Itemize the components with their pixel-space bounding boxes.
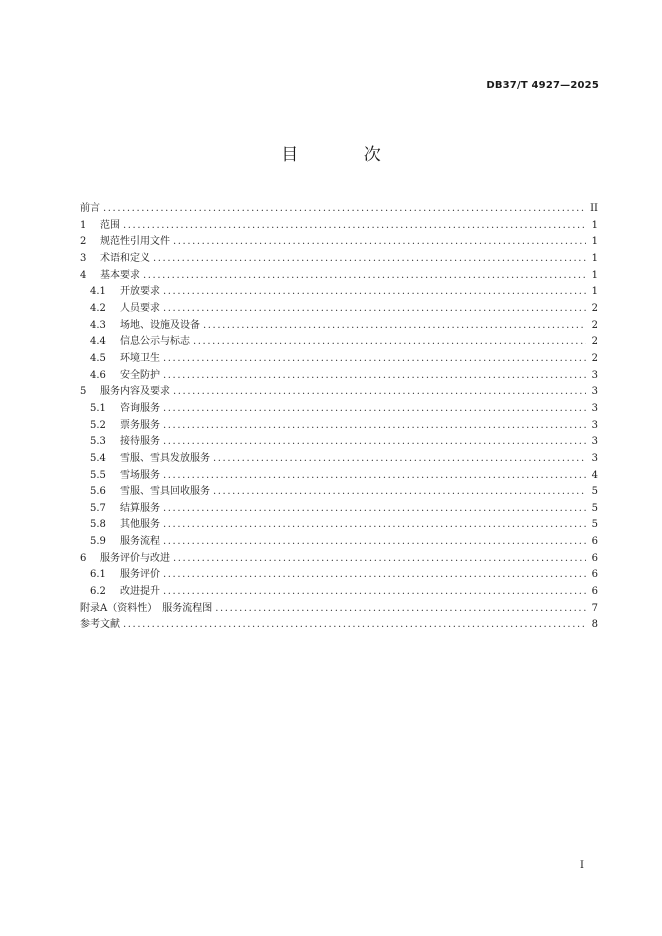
toc-entry-number: 6.2 (90, 586, 106, 598)
toc-entry-label: 人员要求 (120, 302, 160, 314)
dot-leader (123, 218, 586, 235)
dot-leader (143, 268, 586, 285)
dot-leader (173, 551, 586, 568)
dot-leader (163, 284, 586, 301)
toc-entry-page: 3 (591, 452, 598, 464)
toc-entry-number: 5.4 (90, 452, 106, 464)
toc-entry[interactable] (80, 468, 598, 485)
dot-leader (163, 584, 586, 601)
table-of-contents (80, 201, 598, 634)
toc-entry-number: 3 (80, 252, 87, 264)
dot-leader (163, 468, 586, 485)
toc-entry-number: 4.5 (90, 352, 106, 364)
dot-leader (163, 301, 586, 318)
toc-entry-number: 5.5 (90, 469, 106, 481)
toc-entry-label: 改进提升 (120, 586, 160, 598)
toc-entry-number: 5 (80, 386, 87, 398)
toc-entry-page: 1 (591, 219, 598, 231)
dot-leader (153, 251, 586, 268)
toc-entry[interactable] (80, 501, 598, 518)
page-number: I (580, 860, 584, 871)
toc-entry[interactable] (80, 484, 598, 501)
toc-entry-page: 3 (591, 369, 598, 381)
toc-entry-label: 服务流程 (120, 536, 160, 548)
dot-leader (163, 418, 586, 435)
dot-leader (103, 201, 586, 218)
toc-entry-page: 5 (591, 486, 598, 498)
dot-leader (213, 451, 586, 468)
toc-entry-number: 5.7 (90, 502, 106, 514)
dot-leader (163, 401, 586, 418)
toc-entry-label: 雪服、雪具发放服务 (120, 452, 210, 464)
toc-entry-label: 场地、设施及设备 (120, 319, 200, 331)
toc-entry-page: 3 (591, 386, 598, 398)
toc-entry-page: 5 (591, 519, 598, 531)
toc-entry-number: 4.1 (90, 286, 106, 298)
toc-entry[interactable] (80, 201, 598, 218)
toc-entry-number: 5.8 (90, 519, 106, 531)
toc-entry-page: 6 (591, 569, 598, 581)
dot-leader (215, 601, 586, 618)
toc-entry-number: 1 (80, 219, 87, 231)
toc-entry[interactable] (80, 384, 598, 401)
toc-entry-label: 前言 (80, 203, 100, 214)
toc-entry-page: 6 (591, 536, 598, 548)
toc-entry[interactable] (80, 318, 598, 335)
toc-title: 目 次 (281, 145, 411, 165)
toc-entry-label: 服务内容及要求 (100, 386, 170, 398)
toc-entry-number: 4.3 (90, 319, 106, 331)
toc-entry-label: 票务服务 (120, 419, 160, 431)
dot-leader (163, 517, 586, 534)
toc-entry-label: 信息公示与标志 (120, 336, 190, 348)
toc-entry[interactable] (80, 301, 598, 318)
toc-entry-label: 咨询服务 (120, 402, 160, 414)
toc-entry-number: 5.1 (90, 402, 106, 414)
toc-entry-label: 参考文献 (80, 619, 120, 631)
dot-leader (173, 234, 586, 251)
toc-entry[interactable] (80, 284, 598, 301)
toc-entry-label: 范围 (100, 219, 120, 231)
toc-entry-number: 5.9 (90, 536, 106, 548)
toc-entry-label: 雪场服务 (120, 469, 160, 481)
toc-entry-page: 2 (591, 302, 598, 314)
toc-entry-label: 开放要求 (120, 286, 160, 298)
toc-entry-page: II (590, 203, 598, 214)
toc-entry-label: 结算服务 (120, 502, 160, 514)
toc-entry-page: 1 (591, 236, 598, 248)
toc-entry[interactable] (80, 351, 598, 368)
toc-entry-page: 2 (591, 336, 598, 348)
toc-entry-label: 附录A（资料性） 服务流程图 (80, 602, 213, 614)
toc-entry[interactable] (80, 551, 598, 568)
dot-leader (203, 318, 586, 335)
document-code: DB37/T 4927—2025 (486, 80, 599, 91)
toc-entry-label: 术语和定义 (100, 252, 150, 264)
toc-entry[interactable] (80, 584, 598, 601)
toc-entry-label: 环境卫生 (120, 352, 160, 364)
toc-entry[interactable] (80, 617, 598, 634)
toc-entry-number: 5.6 (90, 486, 106, 498)
toc-entry-number: 6 (80, 552, 87, 564)
toc-entry-label: 雪服、雪具回收服务 (120, 486, 210, 498)
toc-entry-label: 安全防护 (120, 369, 160, 381)
toc-entry[interactable] (80, 517, 598, 534)
toc-entry-number: 4.2 (90, 302, 106, 314)
toc-entry-page: 1 (591, 269, 598, 281)
toc-entry-page: 5 (591, 502, 598, 514)
toc-entry[interactable] (80, 401, 598, 418)
dot-leader (213, 484, 586, 501)
toc-entry[interactable] (80, 234, 598, 251)
toc-entry-number: 4.4 (90, 336, 106, 348)
toc-entry[interactable] (80, 218, 598, 235)
toc-entry-label: 基本要求 (100, 269, 140, 281)
dot-leader (163, 351, 586, 368)
toc-entry[interactable] (80, 418, 598, 435)
toc-entry[interactable] (80, 251, 598, 268)
toc-entry[interactable] (80, 534, 598, 551)
toc-entry-number: 5.3 (90, 436, 106, 448)
toc-entry-label: 接待服务 (120, 436, 160, 448)
dot-leader (163, 368, 586, 385)
toc-entry-page: 7 (591, 602, 598, 614)
dot-leader (163, 501, 586, 518)
toc-entry-label: 服务评价 (120, 569, 160, 581)
toc-entry-page: 1 (591, 252, 598, 264)
toc-entry-page: 3 (591, 419, 598, 431)
toc-entry[interactable] (80, 434, 598, 451)
toc-entry-number: 4.6 (90, 369, 106, 381)
toc-entry-label: 其他服务 (120, 519, 160, 531)
toc-entry-number: 4 (80, 269, 87, 281)
toc-entry-page: 2 (591, 352, 598, 364)
dot-leader (163, 534, 586, 551)
toc-entry[interactable] (80, 451, 598, 468)
dot-leader (123, 617, 586, 634)
toc-entry-label: 规范性引用文件 (100, 236, 170, 248)
toc-entry-page: 8 (591, 619, 598, 631)
toc-entry-number: 2 (80, 236, 87, 248)
toc-entry[interactable] (80, 334, 598, 351)
dot-leader (163, 567, 586, 584)
toc-entry-page: 6 (591, 586, 598, 598)
dot-leader (193, 334, 586, 351)
toc-entry-page: 2 (591, 319, 598, 331)
toc-entry[interactable] (80, 268, 598, 285)
toc-entry[interactable] (80, 601, 598, 618)
dot-leader (163, 434, 586, 451)
toc-entry-page: 1 (591, 286, 598, 298)
toc-entry-page: 4 (591, 469, 598, 481)
dot-leader (173, 384, 586, 401)
toc-entry-page: 3 (591, 402, 598, 414)
toc-entry-number: 6.1 (90, 569, 106, 581)
toc-entry-number: 5.2 (90, 419, 106, 431)
toc-entry-page: 6 (591, 552, 598, 564)
toc-entry-page: 3 (591, 436, 598, 448)
toc-entry[interactable] (80, 567, 598, 584)
toc-entry[interactable] (80, 368, 598, 385)
toc-entry-label: 服务评价与改进 (100, 552, 170, 564)
